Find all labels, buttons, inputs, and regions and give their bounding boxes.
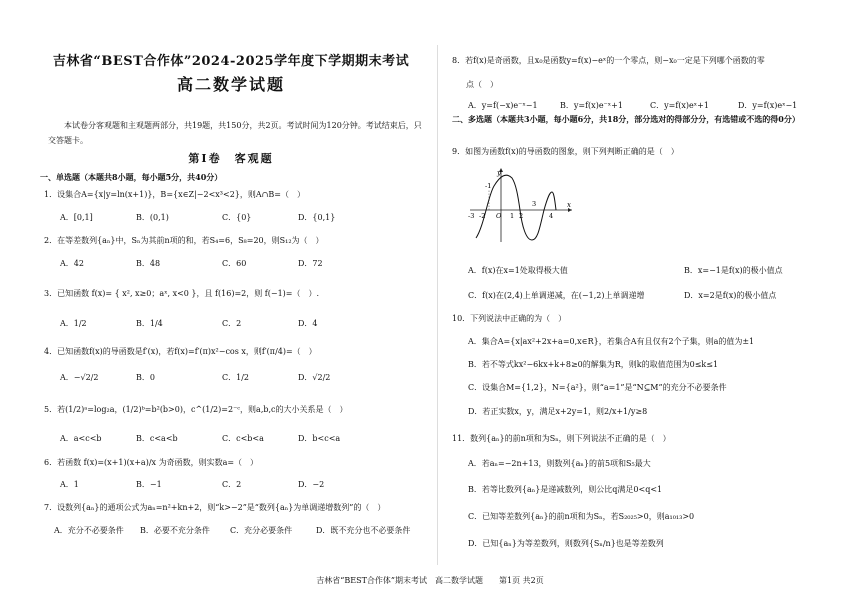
question-2-options xyxy=(60,258,323,269)
option: A．−√2/2 xyxy=(60,373,99,382)
question-10-option-c: C．设集合M={1,2}，N={a²}，则“a=1”是“N⊆M”的充分不必要条件 xyxy=(468,383,727,392)
question-10-option-d: D．若正实数x，y，满足x+2y=1，则2/x+1/y≥8 xyxy=(468,407,648,416)
question-11-option-b: B．若等比数列{aₙ}是递减数列，则公比q满足0<q<1 xyxy=(468,485,663,494)
x-label: x xyxy=(567,201,571,209)
exam-subtitle: 高二数学试题 xyxy=(176,75,285,94)
question-8: 8．若f(x)是奇函数，且x₀是函数y=f(x)−eˣ的一个零点，则−x₀一定是下列哪个函数的零 xyxy=(452,56,765,65)
option: D．4 xyxy=(298,319,318,328)
section-heading-multi: 二、多选题（本题共3小题，每小题6分，共18分，部分选对的得部分分，有选错或不选的得0分） xyxy=(452,114,800,124)
option: B．c<a<b xyxy=(136,434,178,443)
question-10-option-a: A．集合A={x|ax²+2x+a=0,x∈R}，若集合A有且仅有2个子集，则a的值为±1 xyxy=(468,337,755,346)
question-2: 2．在等差数列{aₙ}中，Sₙ为其前n项的和，若S₄=6，S₈=20，则S₁₂为（ ） xyxy=(44,236,324,245)
option: C．2 xyxy=(222,480,242,489)
option: D．√2/2 xyxy=(298,373,331,382)
question-5: 5．若(1/2)ᵃ=log₂a，(1/2)ᵇ=b²(b>0)，c^(1/2)=2⁻ᶜ，则a,b,c的大小关系是（ ） xyxy=(44,405,348,414)
question-9-option-c: C．f(x)在(2,4)上单调递减，在(−1,2)上单调递增 xyxy=(468,291,645,300)
question-7: 7．设数列{aₙ}的通项公式为aₙ=n²+kn+2，则“k>−2”是“数列{aₙ}为单调递增数列”的（ ） xyxy=(44,503,386,512)
tick-label: 4 xyxy=(549,212,554,220)
option: A．a<c<b xyxy=(60,434,102,443)
option: D．既不充分也不必要条件 xyxy=(316,526,411,535)
option: A．充分不必要条件 xyxy=(54,526,124,535)
question-4: 4．已知函数f(x)的导函数是f′(x)，若f(x)=f′(π)x²−cos x，则f′(π/4)=（ ） xyxy=(44,347,317,356)
tick-label: -2 xyxy=(479,212,486,220)
question-11: 11．数列{aₙ}的前n项和为Sₙ，则下列说法不正确的是（ ） xyxy=(452,434,671,443)
derivative-graph xyxy=(466,166,576,244)
question-11-option-d: D．已知{aₙ}为等差数列，则数列{Sₙ/n}也是等差数列 xyxy=(468,539,664,548)
question-11-option-c: C．已知等差数列{aₙ}的前n项和为Sₙ，若S₂₀₂₅>0，则a₁₀₁₃>0 xyxy=(468,512,695,521)
option: B．y=f(x)e⁻ˣ+1 xyxy=(560,101,623,110)
option: B．0 xyxy=(136,373,155,382)
option: A．1/2 xyxy=(60,319,87,328)
option: C．充分必要条件 xyxy=(230,526,293,535)
option: B．(0,1) xyxy=(136,213,169,222)
question-10-option-b: B．若不等式kx²−6kx+k+8≥0的解集为R，则k的取值范围为0≤k≤1 xyxy=(468,360,719,369)
question-6-options xyxy=(60,479,324,490)
exam-title: 吉林省“BEST合作体”2024-2025学年度下学期期末考试 xyxy=(52,54,410,69)
option: B．1/4 xyxy=(136,319,163,328)
part-heading: 第Ⅰ卷 客观题 xyxy=(188,152,274,165)
question-11-option-a: A．若aₙ=−2n+13，则数列{aₙ}的前5项和S₅最大 xyxy=(468,459,651,468)
question-8-cont: 点（ ） xyxy=(466,80,498,89)
option: C．2 xyxy=(222,319,242,328)
question-9-option-a: A．f(x)在x=1处取得极大值 xyxy=(468,266,568,275)
tick-label: -1 xyxy=(485,182,492,190)
question-9-option-b: B．x=−1是f(x)的极小值点 xyxy=(684,266,783,275)
tick-label: 1 xyxy=(510,212,515,220)
option: C．60 xyxy=(222,259,247,268)
question-4-options xyxy=(60,372,330,383)
option: C．{0} xyxy=(222,213,252,222)
question-1-options xyxy=(60,212,335,223)
option: B．必要不充分条件 xyxy=(140,526,210,535)
question-9-option-d: D．x=2是f(x)的极小值点 xyxy=(684,291,777,300)
option: C．c<b<a xyxy=(222,434,264,443)
section-heading-single: 一、单选题（本题共8小题，每小题5分，共40分） xyxy=(40,172,223,182)
tick-label: 3 xyxy=(532,200,537,208)
origin-label: O xyxy=(496,212,502,220)
option: D．72 xyxy=(298,259,323,268)
question-10: 10．下列说法中正确的为（ ） xyxy=(452,314,567,323)
question-1: 1．设集合A={x|y=ln(x+1)}，B={x∈Z|−2<x³<2}，则A∩B=（ ） xyxy=(44,190,305,199)
question-8-options xyxy=(468,100,797,111)
option: D．y=f(x)eˣ−1 xyxy=(738,101,798,110)
option: A．1 xyxy=(60,480,79,489)
option: C．1/2 xyxy=(222,373,249,382)
option: B．48 xyxy=(136,259,161,268)
question-7-options xyxy=(54,525,410,536)
option: D．−2 xyxy=(298,480,325,489)
option: B．−1 xyxy=(136,480,162,489)
page-footer: 吉林省“BEST合作体”期末考试 高二数学试题 第1页 共2页 xyxy=(316,576,544,585)
option: A．y=f(−x)e⁻ˣ−1 xyxy=(468,101,538,110)
exam-intro: 本试卷分客观题和主观题两部分，共19题，共150分，共2页。考试时间为120分钟。考试结束后，只交答题卡。 xyxy=(48,121,422,145)
option: A．42 xyxy=(60,259,84,268)
option: A．[0,1] xyxy=(60,213,93,222)
option: D．{0,1} xyxy=(298,213,336,222)
option: C．y=f(x)eˣ+1 xyxy=(650,101,709,110)
tick-label: -3 xyxy=(468,212,475,220)
question-5-options xyxy=(60,433,340,444)
tick-label: 2 xyxy=(519,212,524,220)
question-3: 3．已知函数 f(x)= { x², x≥0；aˣ, x<0 }，且 f(16)=2，则 f(−1)=（ ）. xyxy=(44,289,320,298)
option: D．b<c<a xyxy=(298,434,341,443)
question-6: 6．若函数 f(x)=(x+1)(x+a)/x 为奇函数，则实数a=（ ） xyxy=(44,458,259,467)
question-9: 9．如图为函数f(x)的导函数的图象，则下列判断正确的是（ ） xyxy=(452,147,679,156)
y-label: y xyxy=(497,169,501,177)
question-3-options xyxy=(60,318,318,329)
column-divider xyxy=(437,45,438,565)
